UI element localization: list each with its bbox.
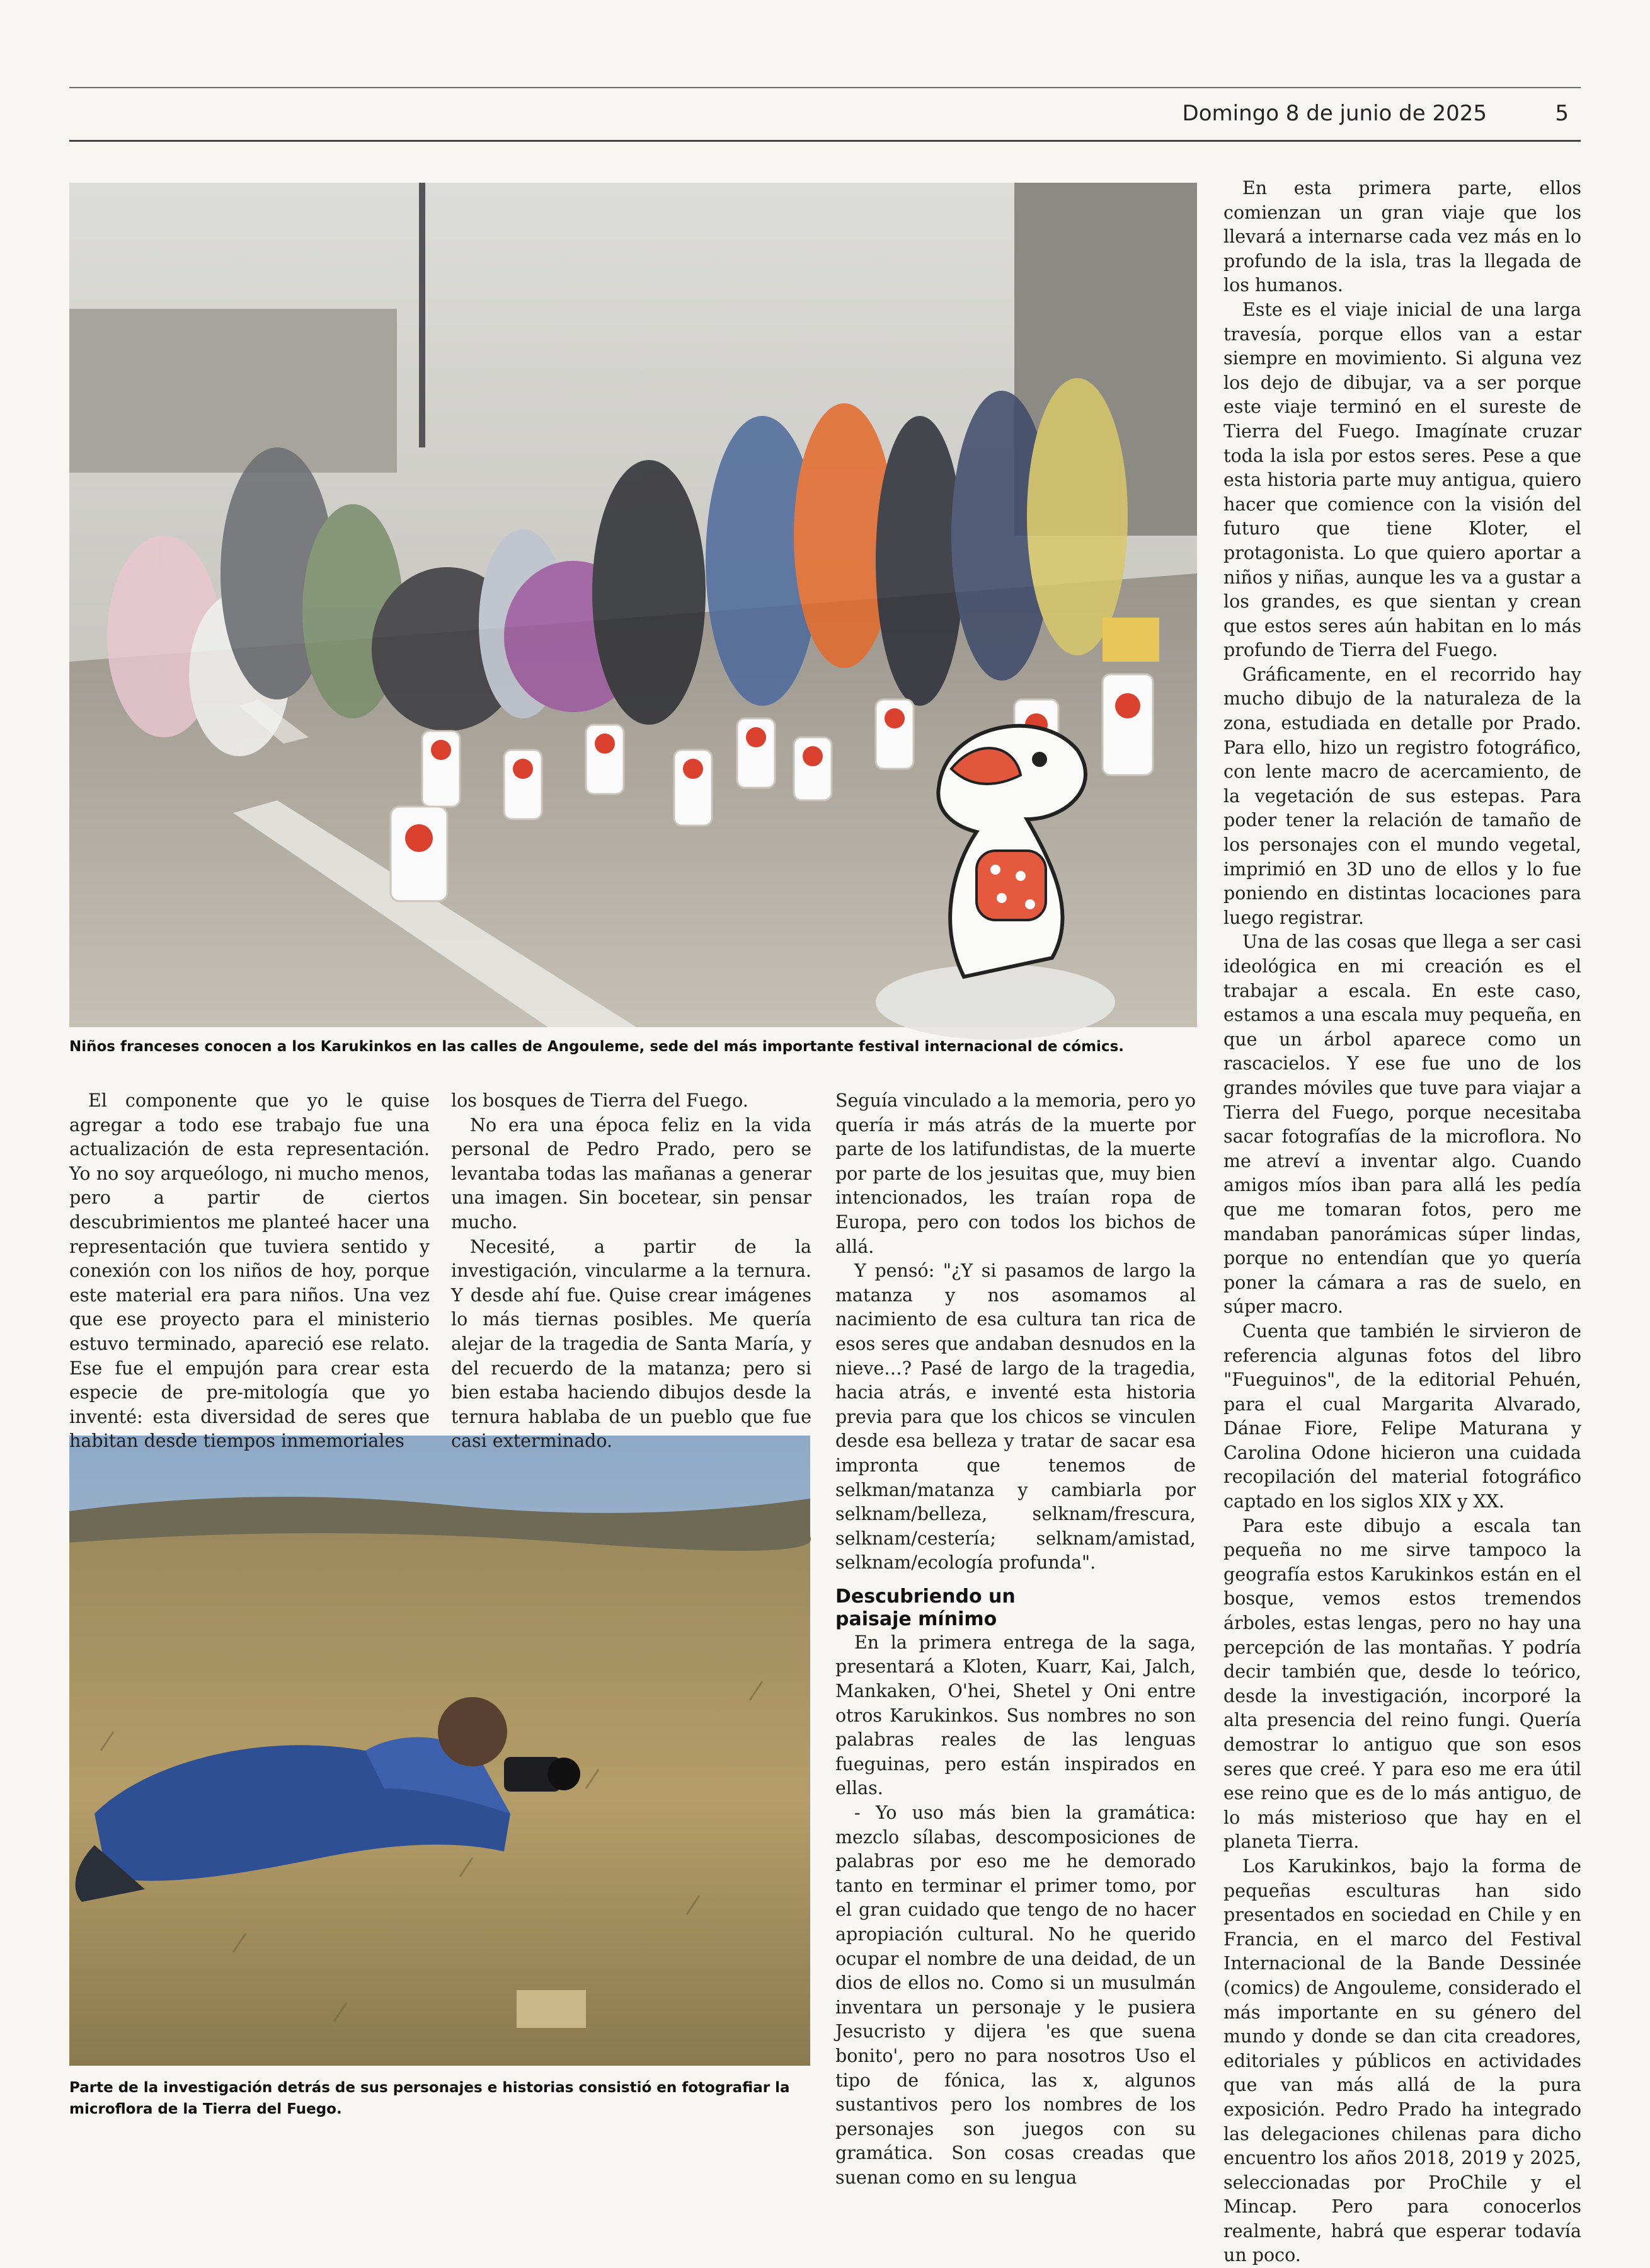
- photo-caption-2: Parte de la investigación detrás de sus personajes e historias consistió en fotografiar la microflora de la Tierra del Fuego.: [69, 2080, 790, 2117]
- article-column-2: [451, 1089, 811, 1452]
- paragraph: Necesité, a partir de la investigación, vincularme a la ternura. Y desde ahí fue. Quise crear imágenes lo más tiernas posibles. Me quería alejar de la tragedia de Santa María, y del recuerdo de la matanza; pero si bien estaba haciendo dibujos desde la ternura hablaba de un pueblo que fue casi exterminado.: [451, 1236, 811, 1452]
- header-rule: [69, 140, 1581, 142]
- paragraph: El componente que yo le quise agregar a todo ese trabajo fue una actualización de esta representación. Yo no soy arqueólogo, ni mucho menos, pero a partir de ciertos descubrimientos me planteé hacer una representación que tuviera sentido y conexión con los niños de hoy, porque este material era para niños. Una vez que ese proyecto para el ministerio estuvo terminado, apareció ese relato. Ese fue el empujón para crear esta especie de pre-mitología que yo inventé: esta diversidad de seres que habitan desde tiempos inmemoriales: [69, 1090, 430, 1452]
- paragraph: En esta primera parte, ellos comienzan un gran viaje que los llevará a internarse cada vez más en lo profundo de la isla, tras la llegada de los humanos.: [1223, 178, 1581, 296]
- article-column-1: [69, 1089, 430, 1452]
- photo-caption-1: Niños franceses conocen a los Karukinkos en las calles de Angouleme, sede del más importante festival internacional de cómics.: [69, 1039, 1125, 1055]
- field-photo-illustration: [69, 1436, 810, 2066]
- paragraph: En la primera entrega de la saga, presentará a Kloten, Kuarr, Kai, Jalch, Mankaken, O'hei, Shetel y Oni entre otros Karukinkos. Sus nombres no son palabras reales de las lenguas fueguinas, pero están inspirados en ellas.: [835, 1632, 1196, 1799]
- paragraph: No era una época feliz en la vida personal de Pedro Prado, pero se levantaba todas las mañanas a generar una imagen. Sin bocetear, sin pensar mucho.: [451, 1114, 811, 1233]
- section-heading: [835, 1586, 1196, 1631]
- header-date: Domingo 8 de junio de 2025: [1182, 101, 1487, 126]
- top-rule: [69, 87, 1581, 88]
- street-photo: [69, 183, 1197, 1027]
- paragraph: los bosques de Tierra del Fuego.: [451, 1090, 748, 1111]
- paragraph: - Yo uso más bien la gramática: mezclo sílabas, descomposiciones de palabras por eso me he demorado tanto en terminar el primer tomo, por el gran cuidado que tengo de no hacer apropiación cultural. No he querido ocupar el nombre de una deidad, de un dios de ellos no. Como si un musulmán inventara un personaje y le pusiera Jesucristo y dijera 'es que suena bonito', pero no para nosotros Uso el tipo de fónica, las x, algunos sustantivos pero los nombres de los personajes son juegos con su gramática. Son cosas creadas que suenan como en su lengua: [835, 1802, 1196, 2188]
- article-column-3: [835, 1089, 1196, 2188]
- article-column-4: [1223, 176, 1581, 2266]
- street-photo-illustration: [69, 183, 1197, 1027]
- paragraph: Una de las cosas que llega a ser casi ideológica en mi creación es el trabajar a escala. En este caso, estamos a una escala muy pequeña, en que un árbol aparece como un rascacielos. Y ese fue uno de los grandes móviles que tuve para viajar a Tierra del Fuego, porque necesitaba sacar fotografías de la microflora. No me atreví a inventar algo. Cuando amigos míos iban para allá les pedía que me tomaran fotos, pero me mandaban panorámicas súper lindas, porque no entendían que yo quería poner la cámara a ras de suelo, en súper macro.: [1223, 931, 1581, 1318]
- field-photo: [69, 1436, 810, 2066]
- paragraph: Y pensó: "¿Y si pasamos de largo la matanza y nos asomamos al nacimiento de esa cultura tan rica de esos seres que andaban desnudos en la nieve…? Pasé de largo de la tragedia, hacia atrás, e inventé esta historia previa para que los chicos se vinculen desde esa belleza y tratar de sacar esa impronta que tenemos de selkman/matanza y cambiarla por selknam/belleza, selknam/frescura, selknam/cestería; selknam/amistad, selknam/ecología profunda".: [835, 1260, 1196, 1574]
- paragraph: Gráficamente, en el recorrido hay mucho dibujo de la naturaleza de la zona, estudiada en detalle por Prado. Para ello, hizo un registro fotográfico, con lente macro de acercamiento, de la vegetación de sus estepas. Para poder tener la relación de tamaño de los personajes con el mundo vegetal, imprimió en 3D uno de ellos y lo fue poniendo en distintas locaciones para luego registrar.: [1223, 664, 1581, 928]
- paragraph: Seguía vinculado a la memoria, pero yo quería ir más atrás de la muerte por parte de los latifundistas, de la muerte por parte de los jesuitas que, muy bien intencionados, les traían ropa de Europa, pero con todos los bichos de allá.: [835, 1090, 1196, 1257]
- paragraph: Los Karukinkos, bajo la forma de pequeñas esculturas han sido presentados en sociedad en Chile y en Francia, en el marco del Festival Internacional de la Bande Dessinée (comics) de Angouleme, considerado el más importante en su género del mundo y donde se dan cita creadores, editoriales y públicos en actividades que van más allá de la pura exposición. Pedro Prado ha integrado las delegaciones chilenas para dicho encuentro los años 2018, 2019 y 2025, seleccionadas por ProChile y el Mincap. Pero para conocerlos realmente, habrá que esperar todavía un poco.: [1223, 1855, 1581, 2266]
- paragraph: Este es el viaje inicial de una larga travesía, porque ellos van a estar siempre en movimiento. Si alguna vez los dejo de dibujar, va a ser porque este viaje terminó en el sureste de Tierra del Fuego. Imagínate cruzar toda la isla por estos seres. Pese a que esta historia parte muy antigua, quiero hacer que comience con la visión del futuro que tiene Kloter, el protagonista. Lo que quiero aportar a niños y niñas, aunque les va a gustar a los grandes, es que sientan y crean que estos seres aún habitan en lo más profundo de Tierra del Fuego.: [1223, 299, 1581, 661]
- section-heading-line-2: paisaje mínimo: [835, 1608, 997, 1630]
- page-number: 5: [1555, 101, 1569, 126]
- paragraph: Cuenta que también le sirvieron de referencia algunas fotos del libro "Fueguinos", de la editorial Pehuén, para el cual Margarita Alvarado, Dánae Fiore, Felipe Maturana y Carolina Odone hicieron una cuidada recopilación del material fotográfico captado en los siglos XIX y XX.: [1223, 1320, 1581, 1512]
- paragraph: Para este dibujo a escala tan pequeña no me sirve tampoco la geografía estos Karukinkos están en el bosque, vemos estos tremendos árboles, estas lengas, pero no hay una percepción de las montañas. Y podría decir también que, desde lo teórico, desde la investigación, incorporé la alta presencia del reino fungi. Quería demostrar lo antiguo que son esos seres que creé. Y para eso me era útil ese reino que es de lo más antiguo, de lo más misterioso que hay en el planeta Tierra.: [1223, 1515, 1581, 1853]
- section-heading-line-1: Descubriendo un: [835, 1585, 1016, 1608]
